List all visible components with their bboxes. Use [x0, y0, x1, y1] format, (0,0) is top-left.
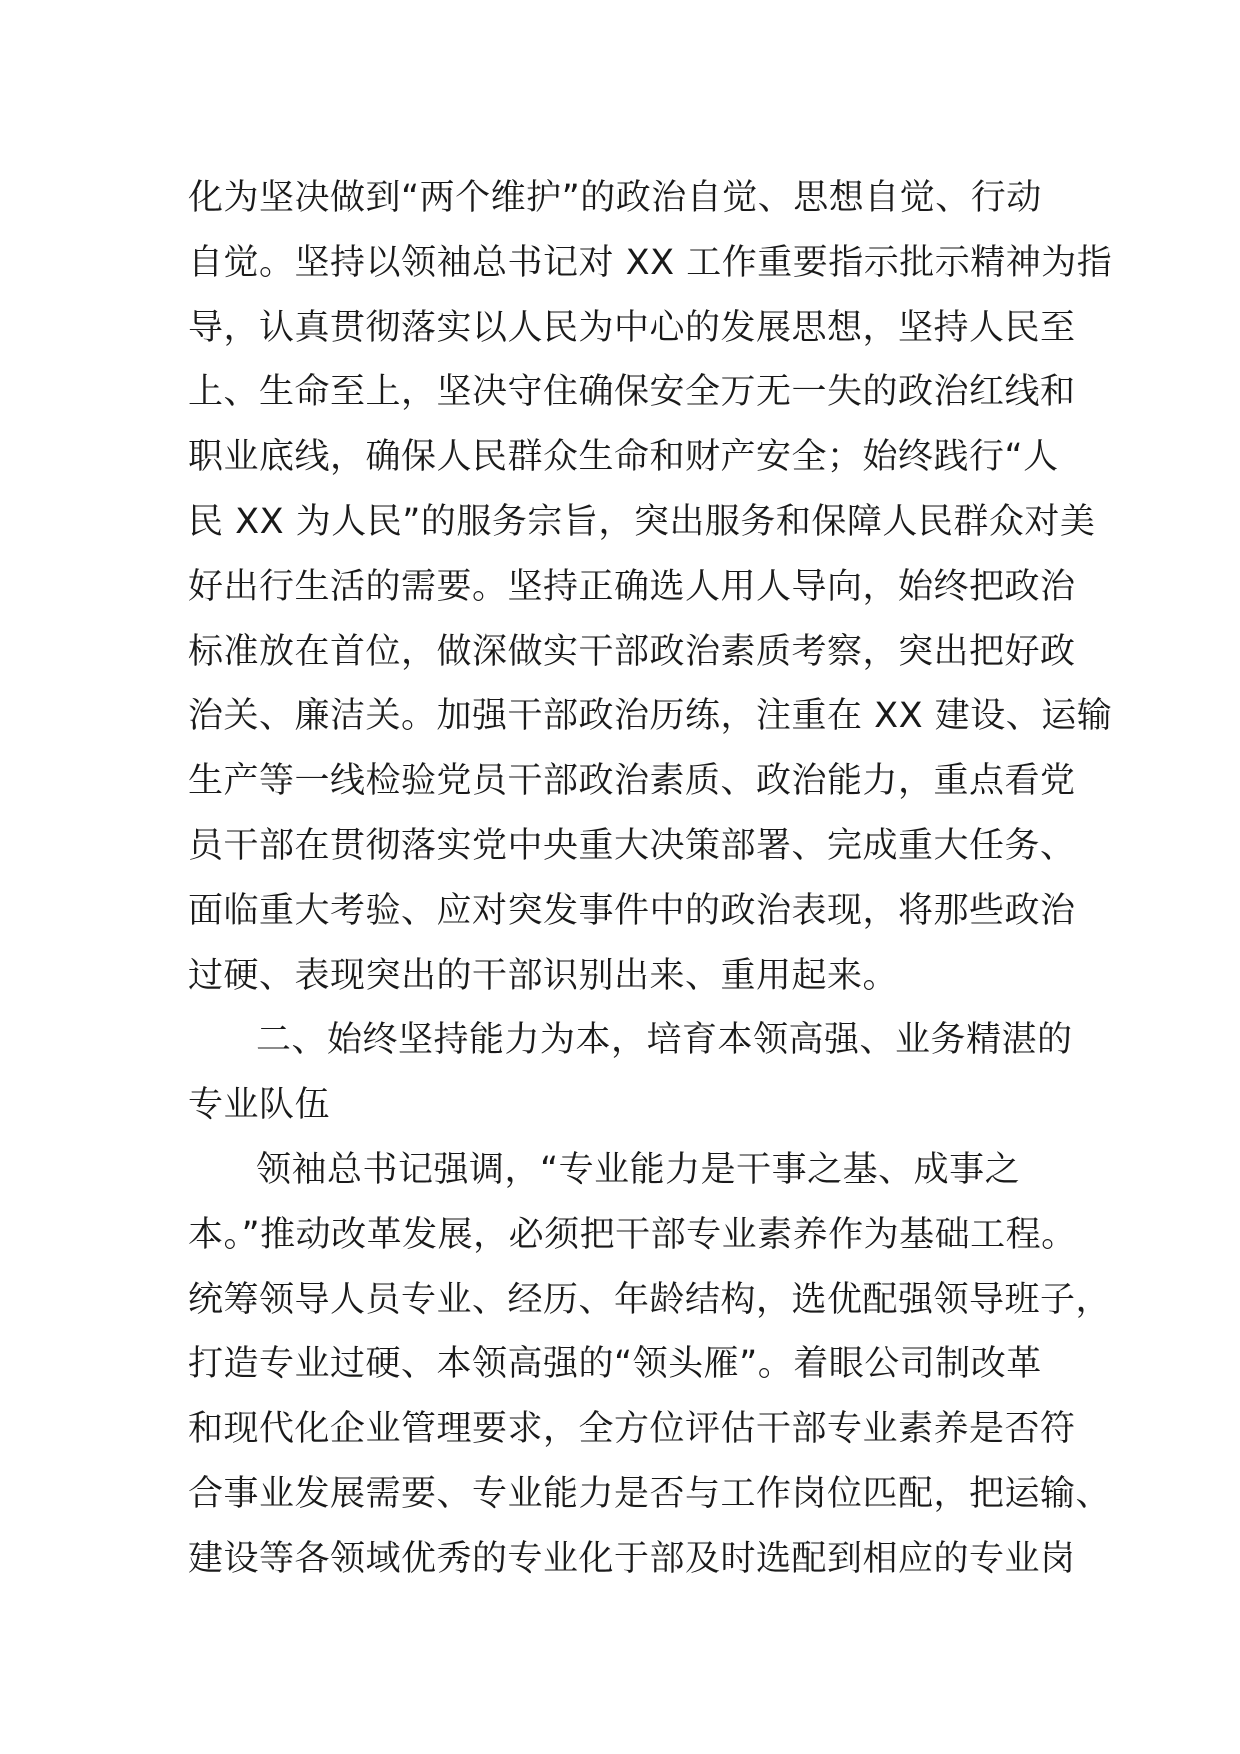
paragraph-professional-ability — [188, 1138, 1112, 1592]
text-line: 建设等各领域优秀的专业化于部及时选配到相应的专业岗 — [188, 1538, 1076, 1579]
heading-line: 专业队伍 — [188, 1085, 331, 1126]
text-line: 生产等一线检验党员干部政治素质、政治能力，重点看党 — [188, 761, 1076, 802]
text-line: 职业底线，确保人民群众生命和财产安全；始终践行“人 — [188, 437, 1059, 478]
text-line: 自觉。坚持以领袖总书记对 XX 工作重要指示批示精神为指 — [188, 242, 1113, 283]
text-line: 民 XX 为人民”的服务宗旨，突出服务和保障人民群众对美 — [188, 501, 1096, 542]
text-line: 好出行生活的需要。坚持正确选人用人导向，始终把政治 — [188, 566, 1076, 607]
text-line: 标准放在首位，做深做实干部政治素质考察，突出把好政 — [188, 631, 1076, 672]
text-line: 统筹领导人员专业、经历、年龄结构，选优配强领导班子， — [188, 1279, 1112, 1320]
text-line: 和现代化企业管理要求，全方位评估干部专业素养是否符 — [188, 1409, 1076, 1450]
document-body — [188, 166, 1113, 1592]
text-line: 过硬、表现突出的干部识别出来、重用起来。 — [188, 955, 899, 996]
text-line: 化为坚决做到“两个维护”的政治自觉、思想自觉、行动 — [188, 178, 1042, 218]
heading-line: 二、始终坚持能力为本，培育本领高强、业务精湛的 — [256, 1020, 1073, 1061]
text-line: 员干部在贯彻落实党中央重大决策部署、完成重大任务、 — [188, 825, 1076, 866]
text-line: 面临重大考验、应对突发事件中的政治表现，将那些政治 — [188, 890, 1076, 931]
section-heading-2 — [188, 1008, 1073, 1138]
text-line: 上、生命至上，坚决守住确保安全万无一失的政治红线和 — [188, 372, 1076, 413]
text-line: 本。”推动改革发展，必须把干部专业素养作为基础工程。 — [188, 1214, 1077, 1255]
text-line: 领袖总书记强调，“专业能力是干事之基、成事之 — [256, 1149, 1021, 1190]
paragraph-political-standard — [188, 166, 1113, 1008]
text-line: 导，认真贯彻落实以人民为中心的发展思想，坚持人民至 — [188, 307, 1076, 348]
text-line: 打造专业过硬、本领高强的“领头雁”。着眼公司制改革 — [188, 1344, 1042, 1385]
text-line: 治关、廉洁关。加强干部政治历练，注重在 XX 建设、运输 — [188, 696, 1113, 737]
text-line: 合事业发展需要、专业能力是否与工作岗位匹配，把运输、 — [188, 1473, 1112, 1514]
